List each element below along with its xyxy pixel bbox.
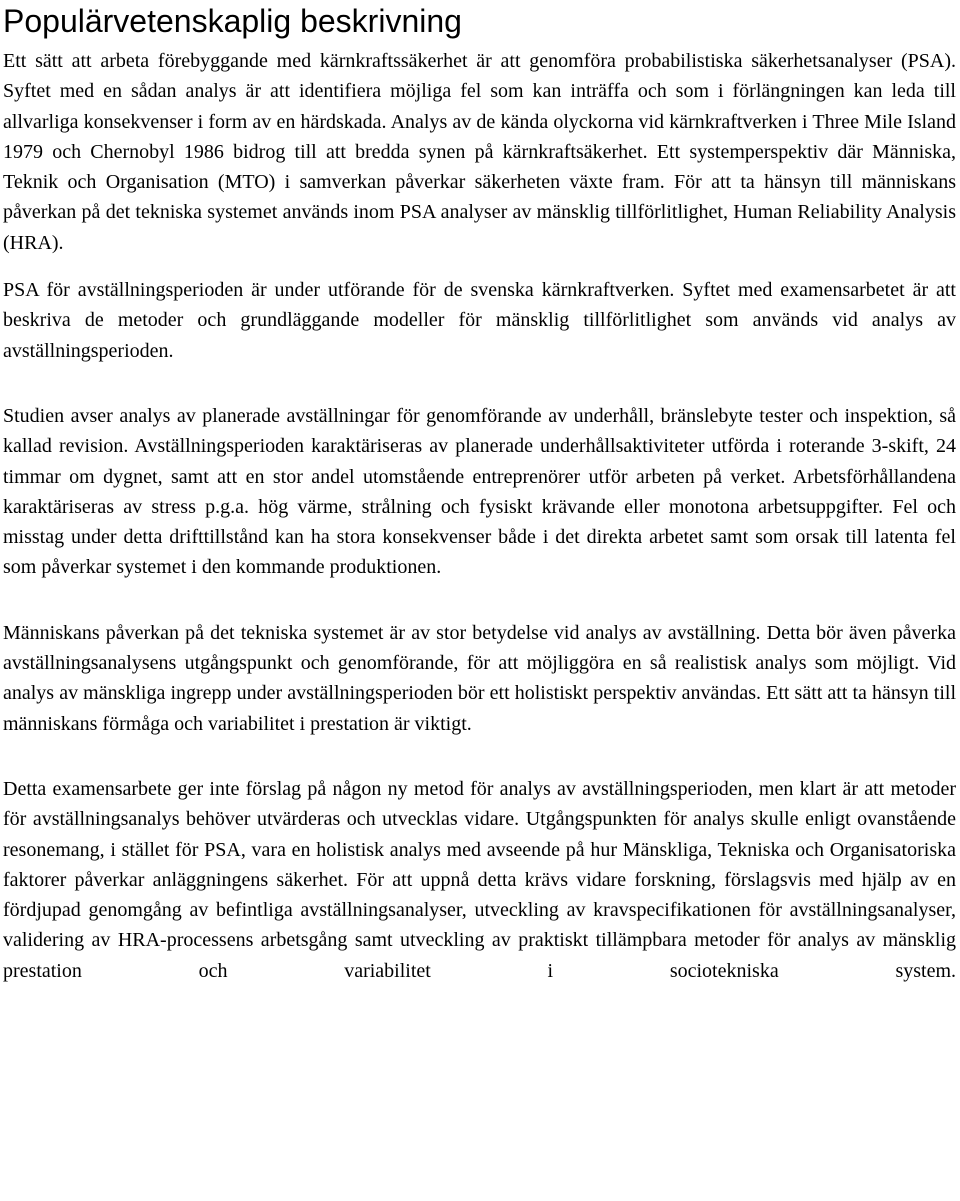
paragraph-purpose: PSA för avställningsperioden är under utförande för de svenska kärnkraftverken. Syftet med examensarbetet är att beskriva de metoder och grundläggande modeller för mänsklig tillförlitlighet som används vid analys av avställningsperioden. bbox=[3, 279, 956, 362]
paragraph-conclusion: Detta examensarbete ger inte förslag på någon ny metod för analys av avställningsperioden, men klart är att metoder för avställningsanalys behöver utvärderas och utvecklas vidare. Utgångspunkten för analys skulle enligt ovanstående resonemang, i stället för PSA, vara en holistisk analys med avseende på hur Mänskliga, Tekniska och Organisatoriska faktorer påverkar anläggningens säkerhet. För att uppnå detta krävs vidare forskning, förslagsvis med hjälp av en fördjupad genomgång av befintliga avställningsanalyser, utveckling av kravspecifikationen för avställningsanalyser, validering av HRA-processens arbetsgång samt utveckling av praktiskt tillämpbara metoder för analys av mänsklig prestation och variabilitet i sociotekniska system. bbox=[3, 777, 956, 982]
paragraph-study-scope: Studien avser analys av planerade avställningar för genomförande av underhåll, bränslebyte tester och inspektion, så kallad revision. Avställningsperioden karaktäriseras av planerade underhållsaktiviteter utförda i roterande 3-skift, 24 timmar om dygnet, samt att en stor andel utomstående entreprenörer utför arbeten på verket. Arbetsförhållandena karaktäriseras av stress p.g.a. hög värme, strålning och fysiskt krävande eller monotona arbetsuppgifter. Fel och misstag under detta drifttillstånd kan ha stora konsekvenser både i det direkta arbetet samt som orsak till latenta fel som påverkar systemet i den kommande produktionen. bbox=[3, 404, 956, 579]
page-title: Populärvetenskaplig beskrivning bbox=[3, 3, 462, 39]
document-page bbox=[3, 0, 956, 986]
paragraph-spacer bbox=[3, 366, 956, 401]
paragraph-spacer bbox=[3, 258, 956, 275]
paragraph-human-impact: Människans påverkan på det tekniska systemet är av stor betydelse vid analys av avställning. Detta bör även påverka avställningsanalysens utgångspunkt och genomförande, för att möjliggöra en så realistisk analys som möjligt. Vid analys av mänskliga ingrepp under avställningsperioden bör ett holistiskt perspektiv användas. Ett sätt att ta hänsyn till människans förmåga och variabilitet i prestation är viktigt. bbox=[3, 621, 956, 735]
paragraph-intro: Ett sätt att arbeta förebyggande med kärnkraftssäkerhet är att genomföra probabilistiska säkerhetsanalyser (PSA). Syftet med en sådan analys är att identifiera möjliga fel som kan inträffa och som i förlängningen kan leda till allvarliga konsekvenser i form av en härdskada. Analys av de kända olyckorna vid kärnkraftverken i Three Mile Island 1979 och Chernobyl 1986 bidrog till att bredda synen på kärnkraftsäkerhet. Ett systemperspektiv där Människa, Teknik och Organisation (MTO) i samverkan påverkar säkerheten växte fram. För att ta hänsyn till människans påverkan på det tekniska systemet används inom PSA analyser av mänsklig tillförlitlighet, Human Reliability Analysis (HRA). bbox=[3, 50, 956, 254]
paragraph-spacer bbox=[3, 583, 956, 618]
paragraph-spacer bbox=[3, 739, 956, 774]
